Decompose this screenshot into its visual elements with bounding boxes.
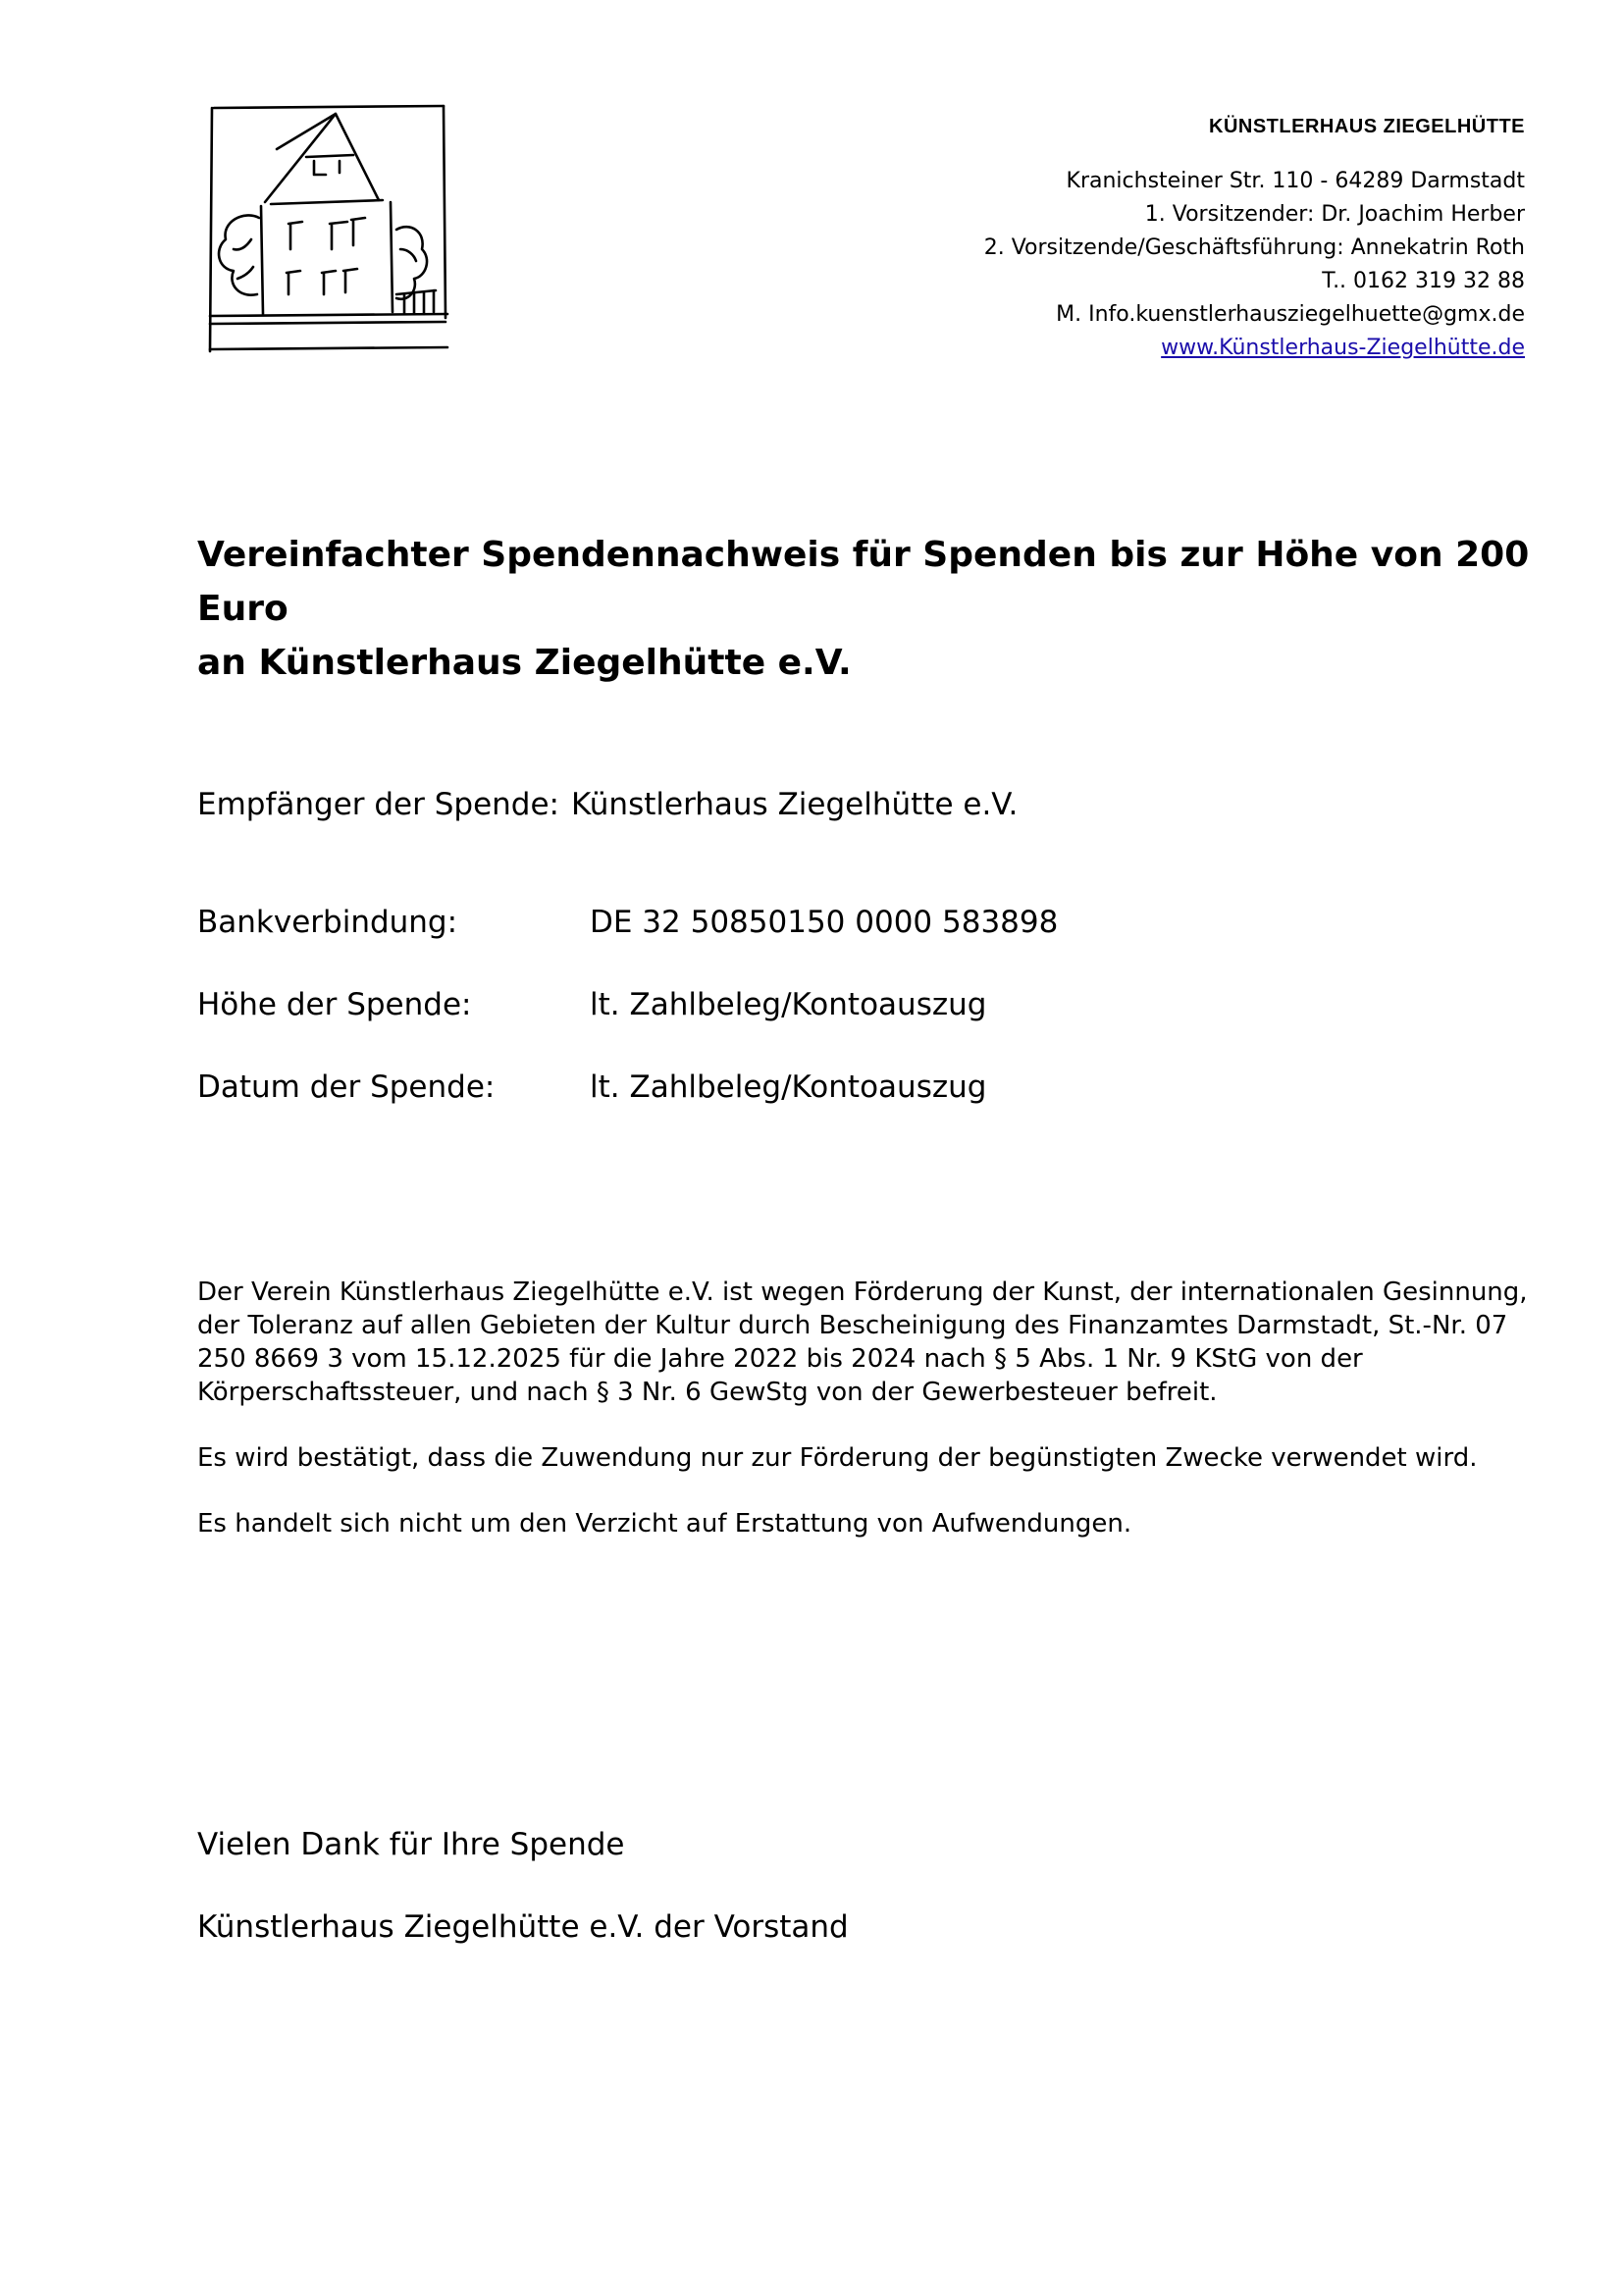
date-value: lt. Zahlbeleg/Kontoauszug [590, 1069, 987, 1105]
confirmation-paragraph: Es wird bestätigt, dass die Zuwendung nur zur Förderung der begünstigten Zwecke verwendet wird. [197, 1443, 1478, 1473]
website-link[interactable]: www.Künstlerhaus-Ziegelhütte.de [1161, 336, 1525, 360]
title-line-2: an Künstlerhaus Ziegelhütte e.V. [197, 643, 852, 683]
date-row [197, 1069, 986, 1105]
bank-label: Bankverbindung: [197, 905, 458, 940]
recipient-label: Empfänger der Spende: [197, 787, 559, 822]
email: M. Info.kuenstlerhausziegelhuette@gmx.de [1056, 302, 1525, 327]
recipient-row [197, 787, 1018, 822]
phone: T.. 0162 319 32 88 [1322, 269, 1525, 293]
no-waiver-paragraph: Es handelt sich nicht um den Verzicht auf Erstattung von Aufwendungen. [197, 1509, 1132, 1539]
date-label: Datum der Spende: [197, 1069, 496, 1105]
page-title [197, 528, 1532, 690]
amount-label: Höhe der Spende: [197, 987, 472, 1022]
closing [197, 1825, 849, 1990]
bank-value: DE 32 50850150 0000 583898 [590, 905, 1059, 940]
bank-row [197, 905, 1058, 940]
amount-value: lt. Zahlbeleg/Kontoauszug [590, 987, 987, 1022]
tax-exemption-paragraph: Der Verein Künstlerhaus Ziegelhütte e.V. ist wegen Förderung der Kunst, der internationalen Gesinnung, der Toleranz auf allen Gebieten der Kultur durch Bescheinigung des Finanzamtes Darmstadt, St.-Nr. 07 250 8669 3 vom 15.12.2025 für die Jahre 2022 bis 2024 nach § 5 Abs. 1 Nr. 9 KStG von der Körperschaftssteuer, und nach § 3 Nr. 6 GewStg von der Gewerbesteuer befreit. [197, 1278, 1528, 1407]
letterhead [740, 110, 1525, 365]
thanks-line: Vielen Dank für Ihre Spende [197, 1827, 625, 1862]
signature-line: Künstlerhaus Ziegelhütte e.V. der Vorstand [197, 1909, 849, 1945]
body-text [197, 1276, 1542, 1573]
chair-1: 1. Vorsitzender: Dr. Joachim Herber [1144, 202, 1525, 227]
title-line-1: Vereinfachter Spendennachweis für Spenden bis zur Höhe von 200 Euro [197, 535, 1530, 629]
amount-row [197, 987, 986, 1022]
org-name: KÜNSTLERHAUS ZIEGELHÜTTE [1209, 116, 1525, 137]
house-sketch-icon [204, 102, 449, 353]
chair-2: 2. Vorsitzende/Geschäftsführung: Annekatrin Roth [983, 235, 1525, 260]
recipient-value: Künstlerhaus Ziegelhütte e.V. [571, 787, 1019, 822]
address: Kranichsteiner Str. 110 - 64289 Darmstadt [1066, 169, 1525, 193]
